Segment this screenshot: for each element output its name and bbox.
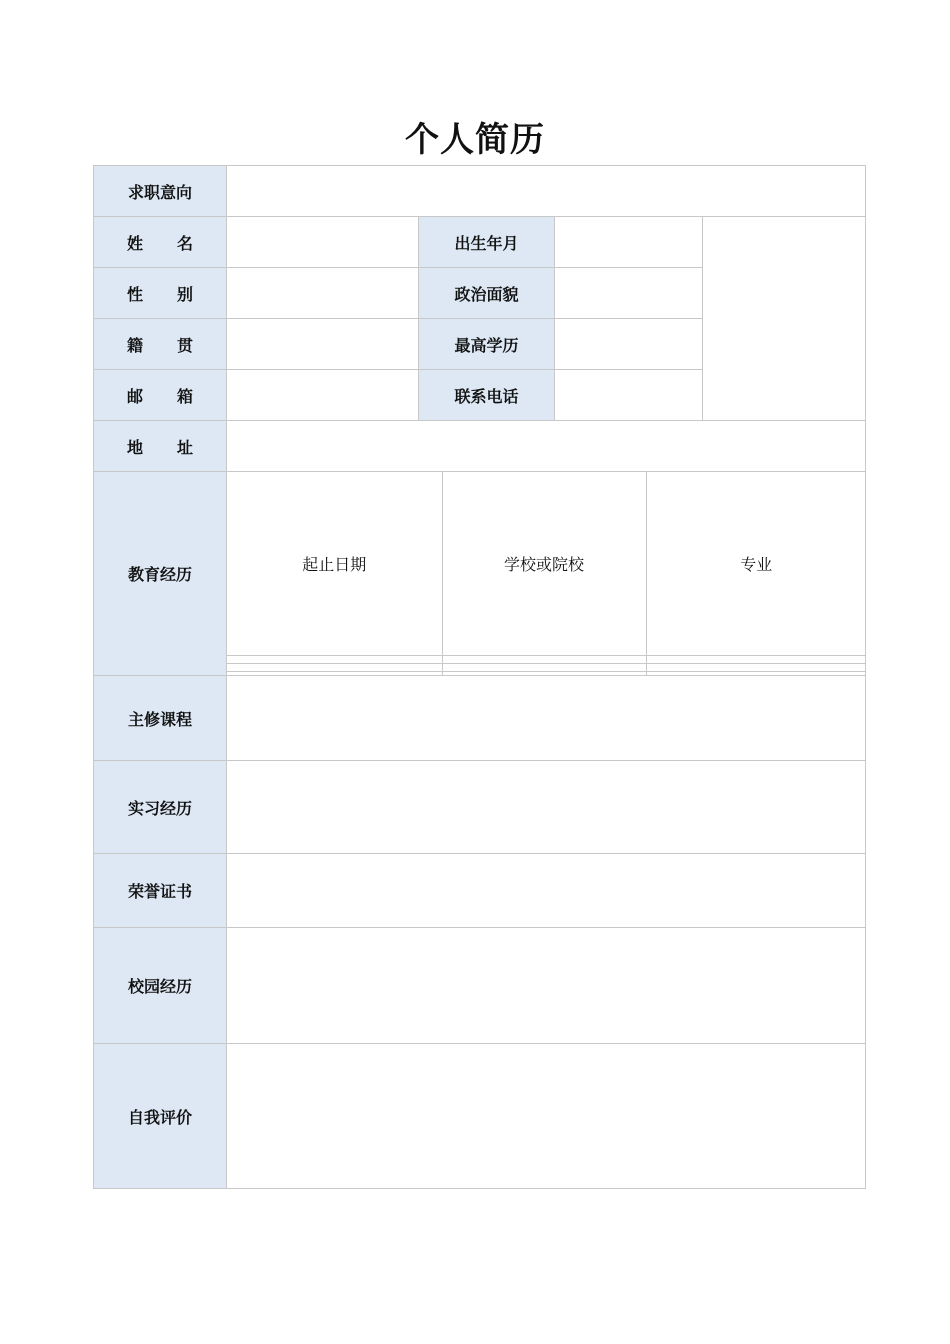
value-gender[interactable] xyxy=(227,268,419,319)
photo-box[interactable] xyxy=(703,217,866,421)
label-gender: 性 别 xyxy=(94,268,227,319)
value-native-place[interactable] xyxy=(227,319,419,370)
label-certificates: 荣誉证书 xyxy=(94,854,227,928)
value-name[interactable] xyxy=(227,217,419,268)
edu-header-dates: 起止日期 xyxy=(227,472,442,655)
education-section xyxy=(227,472,866,676)
label-native-place: 籍 贯 xyxy=(94,319,227,370)
edu-cell[interactable] xyxy=(227,671,442,675)
label-internship: 实习经历 xyxy=(94,761,227,854)
label-birth: 出生年月 xyxy=(419,217,555,268)
value-campus[interactable] xyxy=(227,928,866,1044)
edu-cell[interactable] xyxy=(442,655,646,663)
value-degree[interactable] xyxy=(555,319,703,370)
label-degree: 最高学历 xyxy=(419,319,555,370)
value-courses[interactable] xyxy=(227,676,866,761)
value-email[interactable] xyxy=(227,370,419,421)
edu-cell[interactable] xyxy=(442,663,646,671)
education-table xyxy=(227,472,866,675)
value-internship[interactable] xyxy=(227,761,866,854)
edu-cell[interactable] xyxy=(227,655,442,663)
label-phone: 联系电话 xyxy=(419,370,555,421)
value-birth[interactable] xyxy=(555,217,703,268)
page-title: 个人简历 xyxy=(405,120,545,160)
edu-cell[interactable] xyxy=(227,663,442,671)
value-address[interactable] xyxy=(227,421,866,472)
resume-table xyxy=(93,165,866,1189)
label-self-eval: 自我评价 xyxy=(94,1044,227,1189)
edu-cell[interactable] xyxy=(646,655,866,663)
edu-header-major: 专业 xyxy=(646,472,866,655)
edu-cell[interactable] xyxy=(646,663,866,671)
label-education: 教育经历 xyxy=(94,472,227,676)
label-job-intention: 求职意向 xyxy=(94,166,227,217)
label-address: 地 址 xyxy=(94,421,227,472)
label-courses: 主修课程 xyxy=(94,676,227,761)
label-campus: 校园经历 xyxy=(94,928,227,1044)
label-email: 邮 箱 xyxy=(94,370,227,421)
label-political: 政治面貌 xyxy=(419,268,555,319)
value-certificates[interactable] xyxy=(227,854,866,928)
value-self-eval[interactable] xyxy=(227,1044,866,1189)
label-name: 姓 名 xyxy=(94,217,227,268)
edu-cell[interactable] xyxy=(442,671,646,675)
value-job-intention[interactable] xyxy=(227,166,866,217)
edu-header-school: 学校或院校 xyxy=(442,472,646,655)
edu-cell[interactable] xyxy=(646,671,866,675)
value-phone[interactable] xyxy=(555,370,703,421)
value-political[interactable] xyxy=(555,268,703,319)
